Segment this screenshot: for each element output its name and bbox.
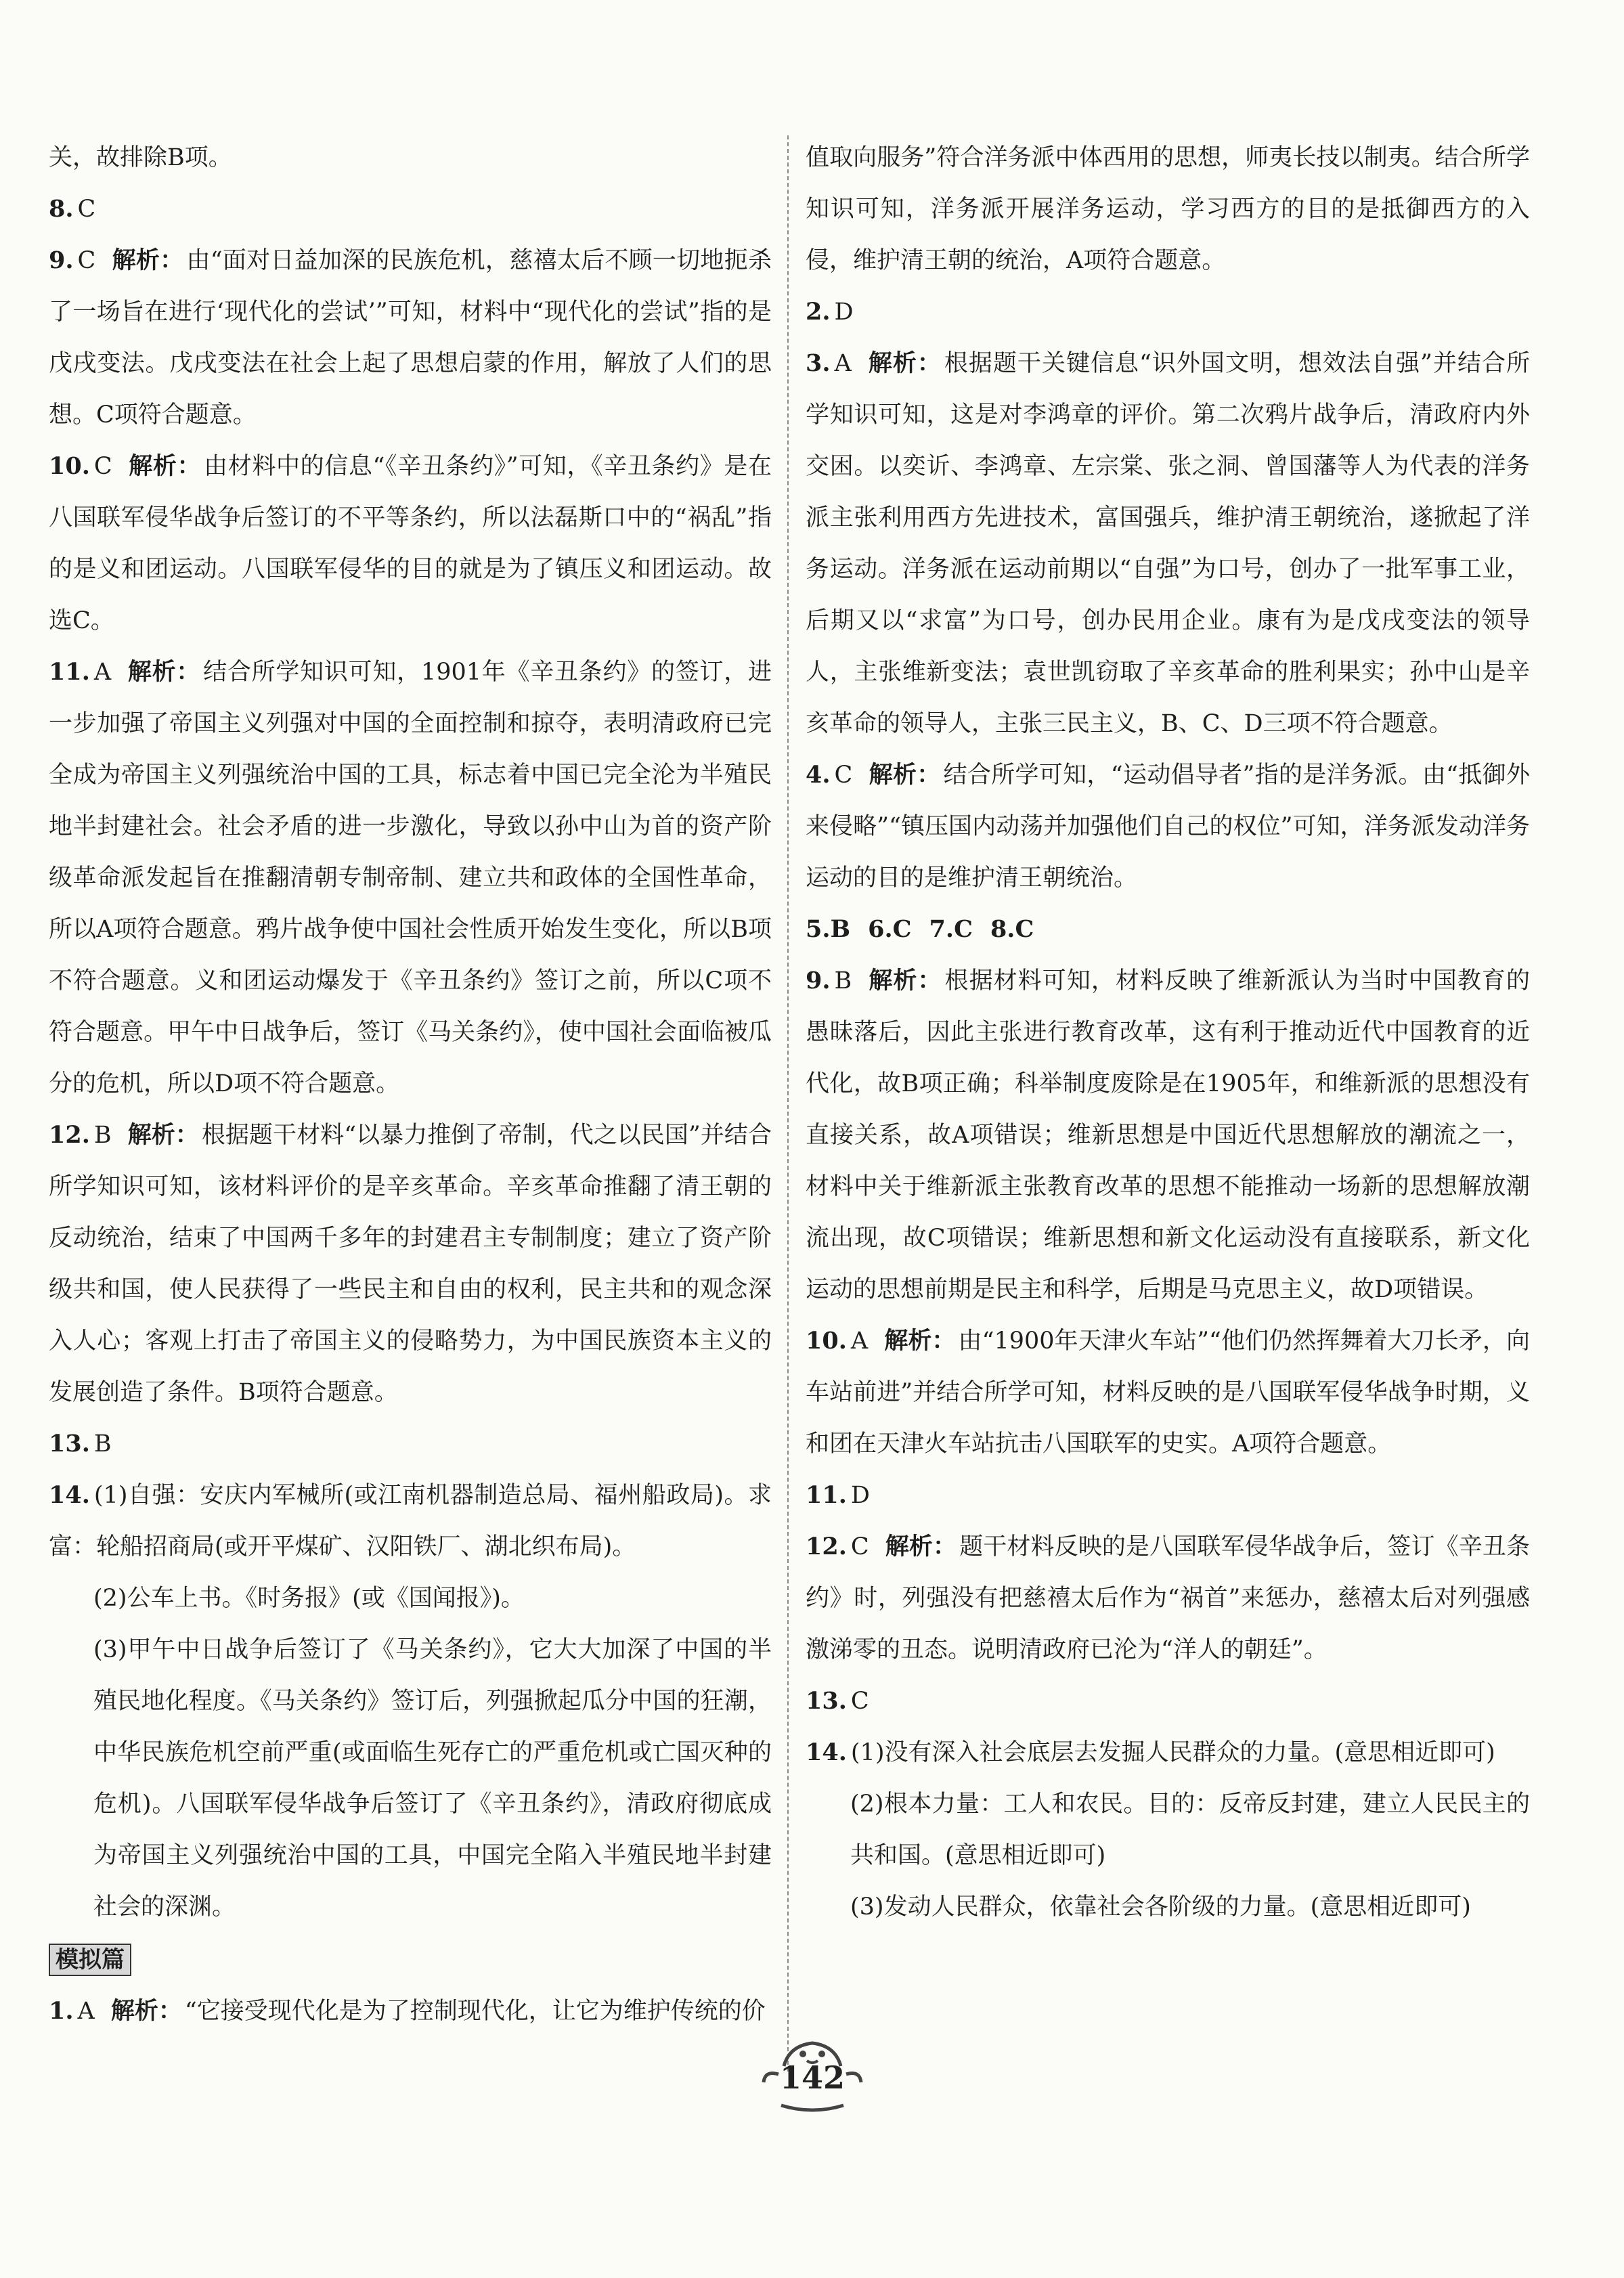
answer-12: 12. C 解析： 题干材料反映的是八国联军侵华战争后，签订《辛丑条约》时，列强没有把慈禧太后作为“祸首”来惩办，慈禧太后对列强感激涕零的丑态。说明清政府已沦为“洋人的朝廷”。 [806, 1533, 1530, 1663]
analysis-label: 解析： [885, 1533, 957, 1560]
answer-14-part-2: (2)根本力量：工人和农民。目的：反帝反封建，建立人民民主的共和国。(意思相近即可) [850, 1791, 1530, 1869]
continued-text: 关，故排除B项。 [49, 144, 232, 171]
analysis-text: 由“面对日益加深的民族危机，慈禧太后不顾一切地扼杀了一场旨在进行‘现代化的尝试’”可知，材料中“现代化的尝试”指的是戊戌变法。戊戌变法在社会上起了思想启蒙的作用，解放了人们的思想。C项符合题意。 [49, 247, 772, 429]
analysis-label: 解析： [112, 246, 184, 274]
right-column [806, 132, 1530, 1933]
answer-14-part-1: (1)没有深入社会底层去发掘人民群众的力量。(意思相近即可) [850, 1739, 1495, 1766]
analysis-label: 解析： [110, 1997, 182, 2025]
section-label: 模拟篇 [49, 1944, 131, 1976]
answer-14-part-3: (3)发动人民群众，依靠社会各阶级的力量。(意思相近即可) [850, 1893, 1471, 1921]
answer-2: 2. D [806, 298, 854, 326]
answer-14: 14. (1)自强：安庆内军械所(或江南机器制造总局、福州船政局)。求富：轮船招商局(或开平煤矿、汉阳铁厂、湖北织布局)。 (2)公车上书。《时务报》(或《国闻报》)。 (3)甲午中日战争后签订了《马关条约》，它大大加深了中国的半殖民地化程度。《马关条约》签订后，列强掀起瓜分中国的狂潮，中华民族危机空前严重(或面临生死存亡的严重危机或亡国灭种的危机)。八国联军侵华战争后签订了《辛丑条约》，清政府彻底成为帝国主义列强统治中国的工具，中国完全陷入半殖民地半封建社会的深渊。 [49, 1470, 772, 1933]
left-column [49, 132, 772, 2037]
analysis-label: 解析： [869, 761, 941, 789]
analysis-label: 解析： [127, 1121, 199, 1149]
analysis-text: 结合所学可知，“运动倡导者”指的是洋务派。由“抵御外来侵略”“镇压国内动荡并加强他们自己的权位”可知，洋务派发动洋务运动的目的是维护清王朝统治。 [806, 762, 1530, 892]
analysis-text: 结合所学知识可知，1901年《辛丑条约》的签订，进一步加强了帝国主义列强对中国的全面控制和掠夺，表明清政府已完全成为帝国主义列强统治中国的工具，标志着中国已完全沦为半殖民地半封建社会。社会矛盾的进一步激化，导致以孙中山为首的资产阶级革命派发起旨在推翻清朝专制帝制、建立共和政体的全国性革命，所以A项符合题意。鸦片战争使中国社会性质开始发生变化，所以B项不符合题意。义和团运动爆发于《辛丑条约》签订之前，所以C项不符合题意。甲午中日战争后，签订《马关条约》，使中国社会面临被瓜分的危机，所以D项不符合题意。 [49, 659, 772, 1097]
answer-3: 3. A 解析： 根据题干关键信息“识外国文明，想效法自强”并结合所学知识可知，这是对李鸿章的评价。第二次鸦片战争后，清政府内外交困。以奕䜣、李鸿章、左宗棠、张之洞、曾国藩等人为代表的洋务派主张利用西方先进技术，富国强兵，维护清王朝统治，遂掀起了洋务运动。洋务派在运动前期以“自强”为口号，创办了一批军事工业，后期又以“求富”为口号，创办民用企业。康有为是戊戌变法的领导人，主张维新变法；袁世凯窃取了辛亥革命的胜利果实；孙中山是辛亥革命的领导人，主张三民主义，B、C、D三项不符合题意。 [806, 349, 1530, 737]
answer-13: 13. C [806, 1687, 869, 1715]
answers-5-to-8: 5.B 6.C 7.C 8.C [806, 915, 1034, 943]
analysis-text: 由“1900年天津火车站”“他们仍然挥舞着大刀长矛，向车站前进”并结合所学可知，材料反映的是八国联军侵华战争时期，义和团在天津火车站抗击八国联军的史实。A项符合题意。 [806, 1328, 1530, 1458]
answer-14-part-2: (2)公车上书。《时务报》(或《国闻报》)。 [93, 1585, 525, 1612]
analysis-label: 解析： [868, 967, 942, 994]
analysis-text: 根据题干材料“以暴力推倒了帝制，代之以民国”并结合所学知识可知，该材料评价的是辛亥革命。辛亥革命推翻了清王朝的反动统治，结束了中国两千多年的封建君主专制制度；建立了资产阶级共和国，使人民获得了一些民主和自由的权利，民主共和的观念深入人心；客观上打击了帝国主义的侵略势力，为中国民族资本主义的发展创造了条件。B项符合题意。 [49, 1122, 772, 1406]
answer-11: 11. A 解析： 结合所学知识可知，1901年《辛丑条约》的签订，进一步加强了帝国主义列强对中国的全面控制和掠夺，表明清政府已完全成为帝国主义列强统治中国的工具，标志着中国已完全沦为半殖民地半封建社会。社会矛盾的进一步激化，导致以孙中山为首的资产阶级革命派发起旨在推翻清朝专制帝制、建立共和政体的全国性革命，所以A项符合题意。鸦片战争使中国社会性质开始发生变化，所以B项不符合题意。义和团运动爆发于《辛丑条约》签订之前，所以C项不符合题意。甲午中日战争后，签订《马关条约》，使中国社会面临被瓜分的危机，所以D项不符合题意。 [49, 658, 772, 1097]
analysis-label: 解析： [128, 452, 202, 480]
section-header [49, 1933, 772, 1986]
mock-answer-1: 1. A 解析： “它接受现代化是为了控制现代化，让它为维护传统的价 [49, 1997, 766, 2025]
analysis-label: 解析： [867, 349, 942, 377]
answer-8: 8. C [49, 195, 96, 223]
answer-9: 9. C 解析： 由“面对日益加深的民族危机，慈禧太后不顾一切地扼杀了一场旨在进行‘现代化的尝试’”可知，材料中“现代化的尝试”指的是戊戌变法。戊戌变法在社会上起了思想启蒙的作用，解放了人们的思想。C项符合题意。 [49, 246, 772, 429]
page-number-badge [745, 2031, 880, 2112]
answer-12: 12. B 解析： 根据题干材料“以暴力推倒了帝制，代之以民国”并结合所学知识可知，该材料评价的是辛亥革命。辛亥革命推翻了清王朝的反动统治，结束了中国两千多年的封建君主专制制度；建立了资产阶级共和国，使人民获得了一些民主和自由的权利，民主共和的观念深入人心；客观上打击了帝国主义的侵略势力，为中国民族资本主义的发展创造了条件。B项符合题意。 [49, 1121, 772, 1406]
analysis-text: “它接受现代化是为了控制现代化，让它为维护传统的价 [184, 1998, 766, 2025]
column-divider [787, 135, 789, 2072]
answer-10: 10. A 解析： 由“1900年天津火车站”“他们仍然挥舞着大刀长矛，向车站前进”并结合所学可知，材料反映的是八国联军侵华战争时期，义和团在天津火车站抗击八国联军的史实。A项符合题意。 [806, 1327, 1530, 1458]
answer-4: 4. C 解析： 结合所学可知，“运动倡导者”指的是洋务派。由“抵御外来侵略”“镇压国内动荡并加强他们自己的权位”可知，洋务派发动洋务运动的目的是维护清王朝统治。 [806, 761, 1530, 892]
answer-13: 13. B [49, 1430, 112, 1458]
analysis-text: 由材料中的信息“《辛丑条约》”可知，《辛丑条约》是在八国联军侵华战争后签订的不平等条约，所以法磊斯口中的“祸乱”指的是义和团运动。八国联军侵华的目的就是为了镇压义和团运动。故选C。 [49, 453, 772, 634]
continued-text: 值取向服务”符合洋务派中体西用的思想，师夷长技以制夷。结合所学知识可知，洋务派开展洋务运动，学习西方的目的是抵御西方的入侵，维护清王朝的统治，A项符合题意。 [806, 144, 1530, 274]
answer-10: 10. C 解析： 由材料中的信息“《辛丑条约》”可知，《辛丑条约》是在八国联军侵华战争后签订的不平等条约，所以法磊斯口中的“祸乱”指的是义和团运动。八国联军侵华的目的就是为了镇压义和团运动。故选C。 [49, 452, 772, 634]
answer-9: 9. B 解析： 根据材料可知，材料反映了维新派认为当时中国教育的愚昧落后，因此主张进行教育改革，这有利于推动近代中国教育的近代化，故B项正确；科举制度废除是在1905年，和维新派的思想没有直接关系，故A项错误；维新思想是中国近代思想解放的潮流之一，材料中关于维新派主张教育改革的思想不能推动一场新的思想解放潮流出现，故C项错误；维新思想和新文化运动没有直接联系，新文化运动的思想前期是民主和科学，后期是马克思主义，故D项错误。 [806, 967, 1530, 1303]
analysis-text: 题干材料反映的是八国联军侵华战争后，签订《辛丑条约》时，列强没有把慈禧太后作为“祸首”来惩办，慈禧太后对列强感激涕零的丑态。说明清政府已沦为“洋人的朝廷”。 [806, 1533, 1530, 1663]
page-number: 142 [779, 2059, 846, 2096]
answer-14-part-3: (3)甲午中日战争后签订了《马关条约》，它大大加深了中国的半殖民地化程度。《马关条约》签订后，列强掀起瓜分中国的狂潮，中华民族危机空前严重(或面临生死存亡的严重危机或亡国灭种的危机)。八国联军侵华战争后签订了《辛丑条约》，清政府彻底成为帝国主义列强统治中国的工具，中国完全陷入半殖民地半封建社会的深渊。 [93, 1636, 772, 1921]
analysis-label: 解析： [127, 658, 201, 686]
analysis-label: 解析： [884, 1327, 956, 1355]
answer-14: 14. (1)没有深入社会底层去发掘人民群众的力量。(意思相近即可) (2)根本力量：工人和农民。目的：反帝反封建，建立人民民主的共和国。(意思相近即可) (3)发动人民群众，依靠社会各阶级的力量。(意思相近即可) [806, 1727, 1530, 1933]
answer-14-part-1: (1)自强：安庆内军械所(或江南机器制造总局、福州船政局)。求富：轮船招商局(或开平煤矿、汉阳铁厂、湖北织布局)。 [49, 1482, 772, 1560]
answer-11: 11. D [806, 1481, 870, 1509]
analysis-text: 根据材料可知，材料反映了维新派认为当时中国教育的愚昧落后，因此主张进行教育改革，这有利于推动近代中国教育的近代化，故B项正确；科举制度废除是在1905年，和维新派的思想没有直接关系，故A项错误；维新思想是中国近代思想解放的潮流之一，材料中关于维新派主张教育改革的思想不能推动一场新的思想解放潮流出现，故C项错误；维新思想和新文化运动没有直接联系，新文化运动的思想前期是民主和科学，后期是马克思主义，故D项错误。 [806, 967, 1530, 1303]
analysis-text: 根据题干关键信息“识外国文明，想效法自强”并结合所学知识可知，这是对李鸿章的评价。第二次鸦片战争后，清政府内外交困。以奕䜣、李鸿章、左宗棠、张之洞、曾国藩等人为代表的洋务派主张利用西方先进技术，富国强兵，维护清王朝统治，遂掀起了洋务运动。洋务派在运动前期以“自强”为口号，创办了一批军事工业，后期又以“求富”为口号，创办民用企业。康有为是戊戌变法的领导人，主张维新变法；袁世凯窃取了辛亥革命的胜利果实；孙中山是辛亥革命的领导人，主张三民主义，B、C、D三项不符合题意。 [806, 350, 1530, 737]
